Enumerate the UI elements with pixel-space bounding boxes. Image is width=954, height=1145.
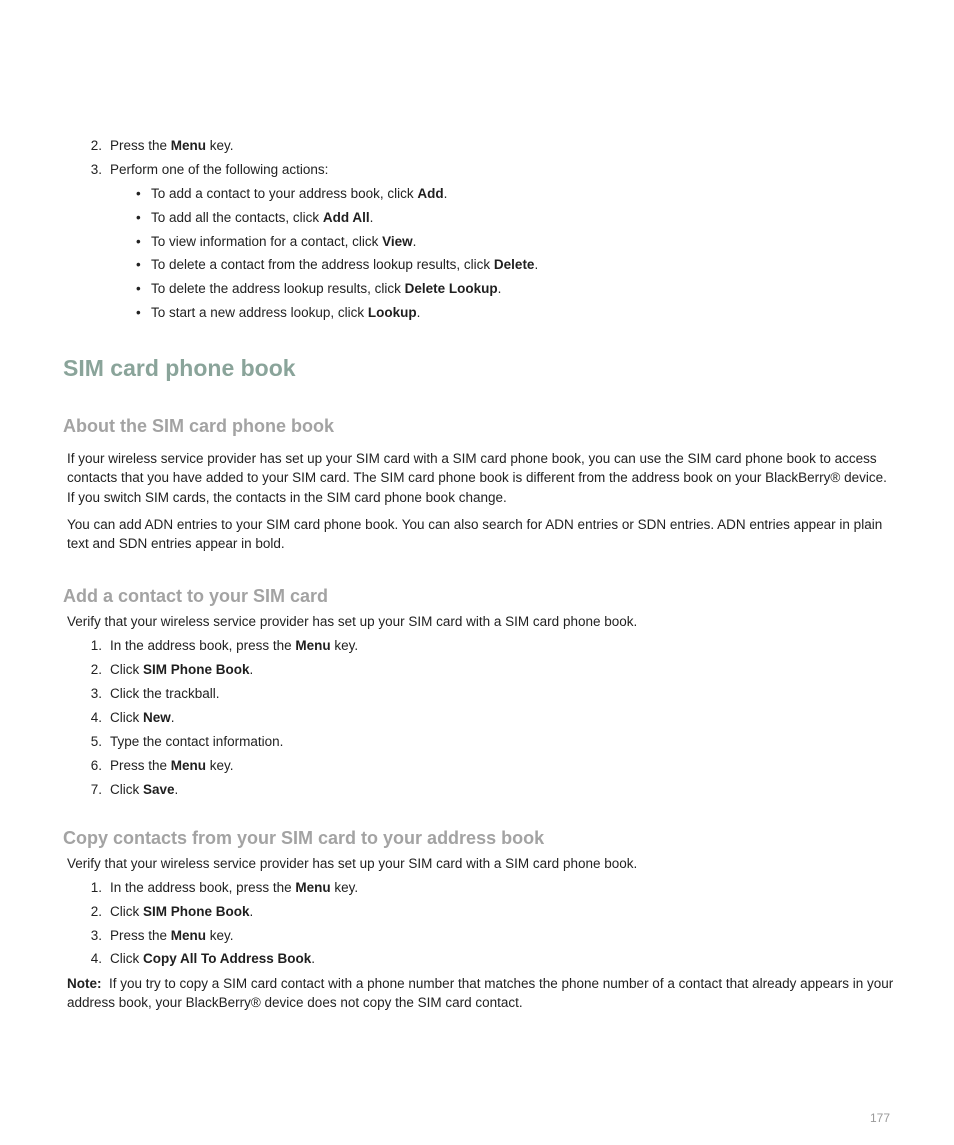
about-heading: About the SIM card phone book bbox=[63, 416, 334, 436]
step-number: 4. bbox=[90, 710, 102, 725]
step-number: 6. bbox=[90, 758, 102, 773]
step-number: 2. bbox=[90, 904, 102, 919]
step-text: Click Copy All To Address Book. bbox=[110, 951, 316, 966]
step-text: Click Save. bbox=[110, 782, 179, 797]
step-text: In the address book, press the Menu key. bbox=[110, 638, 359, 653]
add-contact-heading: Add a contact to your SIM card bbox=[63, 586, 329, 606]
bullet-icon: • bbox=[136, 305, 141, 320]
note-paragraph bbox=[67, 974, 897, 1013]
step-text: Press the Menu key. bbox=[110, 138, 234, 153]
step-number: 4. bbox=[90, 951, 102, 966]
copy-contacts-intro: Verify that your wireless service provider has set up your SIM card with a SIM card phone book. bbox=[67, 856, 638, 871]
step-text: Click New. bbox=[110, 710, 175, 725]
step-text: Press the Menu key. bbox=[110, 758, 234, 773]
bullet-icon: • bbox=[136, 186, 141, 201]
note-label: Note: bbox=[67, 976, 102, 991]
bullet-icon: • bbox=[136, 210, 141, 225]
step-text: Type the contact information. bbox=[110, 734, 284, 749]
step-text: Click the trackball. bbox=[110, 686, 220, 701]
step-number: 3. bbox=[90, 162, 102, 177]
note-text: If you try to copy a SIM card contact with a phone number that matches the phone number of a contact that already appears in your address book, your BlackBerry® device does not copy the SIM card contact. bbox=[67, 976, 894, 1011]
about-paragraph-1: If your wireless service provider has set up your SIM card with a SIM card phone book, you can use the SIM card phone book to access contacts that you have added to your SIM card. The SIM card phone book is different from the address book on your BlackBerry® device. If you switch SIM cards, the contacts in the SIM card phone book change. bbox=[67, 451, 887, 505]
page-number: 177 bbox=[869, 1111, 890, 1125]
step-number: 7. bbox=[90, 782, 102, 797]
step-text: Press the Menu key. bbox=[110, 928, 234, 943]
step-number: 2. bbox=[90, 662, 102, 677]
step-number: 2. bbox=[90, 138, 102, 153]
step-number: 5. bbox=[90, 734, 102, 749]
bullet-icon: • bbox=[136, 257, 141, 272]
step-number: 1. bbox=[90, 638, 102, 653]
step-text: Click SIM Phone Book. bbox=[110, 662, 254, 677]
bullet-icon: • bbox=[136, 234, 141, 249]
section-title: SIM card phone book bbox=[63, 355, 296, 381]
add-contact-intro: Verify that your wireless service provider has set up your SIM card with a SIM card phone book. bbox=[67, 614, 638, 629]
bullet-icon: • bbox=[136, 281, 141, 296]
step-text: Perform one of the following actions: bbox=[110, 162, 329, 177]
step-text: In the address book, press the Menu key. bbox=[110, 880, 359, 895]
document-page: 2. Press the Menu key. 3. Perform one of the following actions: • To add a contact to your address book, click Add. • To add all the contacts, click Add All. • To view information for a contact, click View. • To delete a contact from the address lookup results, click Delete. • To delete the address lookup results, click Delete Lookup. • To start a new address lookup, click Lookup. SIM card phone book About the SIM card phone book If your wireless service provider has set up your SIM card with a SIM card phone book, you can use the SIM card phone book to access contacts that you have added to your SIM card. The SIM card phone book is different from the address book on your BlackBerry® device. If you switch SIM cards, the contacts in the SIM card phone book change. You can add ADN entries to your SIM card phone book. You can also search for ADN entries or SDN entries. ADN entries appear in plain text and SDN entries appear in bold. Add a contact to your SIM card Verify that your wireless service provider has set up your SIM card with a SIM card phone book. 1. In the address book, press the Menu key. 2. Click SIM Phone Book. 3. Click the trackball. 4. Click New. 5. Type the contact information. 6. Press the Menu key. 7. Click Save. Copy contacts from your SIM card to your address book Verify that your wireless service provider has set up your SIM card with a SIM card phone book. 1. In the address book, press the Menu key. 2. Click SIM Phone Book. 3. Press the Menu key. 4. Click Copy All To Address Book. Note: If you try to copy a SIM card contact with a phone number that matches the phone number of a contact that already appears in your address book, your BlackBerry® device does not copy the SIM card contact. 177 bbox=[0, 0, 954, 1145]
about-paragraph-2: You can add ADN entries to your SIM card phone book. You can also search for ADN entries or SDN entries. ADN entries appear in plain text and SDN entries appear in bold. bbox=[67, 517, 883, 552]
step-number: 3. bbox=[90, 686, 102, 701]
copy-contacts-heading: Copy contacts from your SIM card to your address book bbox=[63, 828, 545, 848]
step-number: 3. bbox=[90, 928, 102, 943]
step-number: 1. bbox=[90, 880, 102, 895]
step-text: Click SIM Phone Book. bbox=[110, 904, 254, 919]
